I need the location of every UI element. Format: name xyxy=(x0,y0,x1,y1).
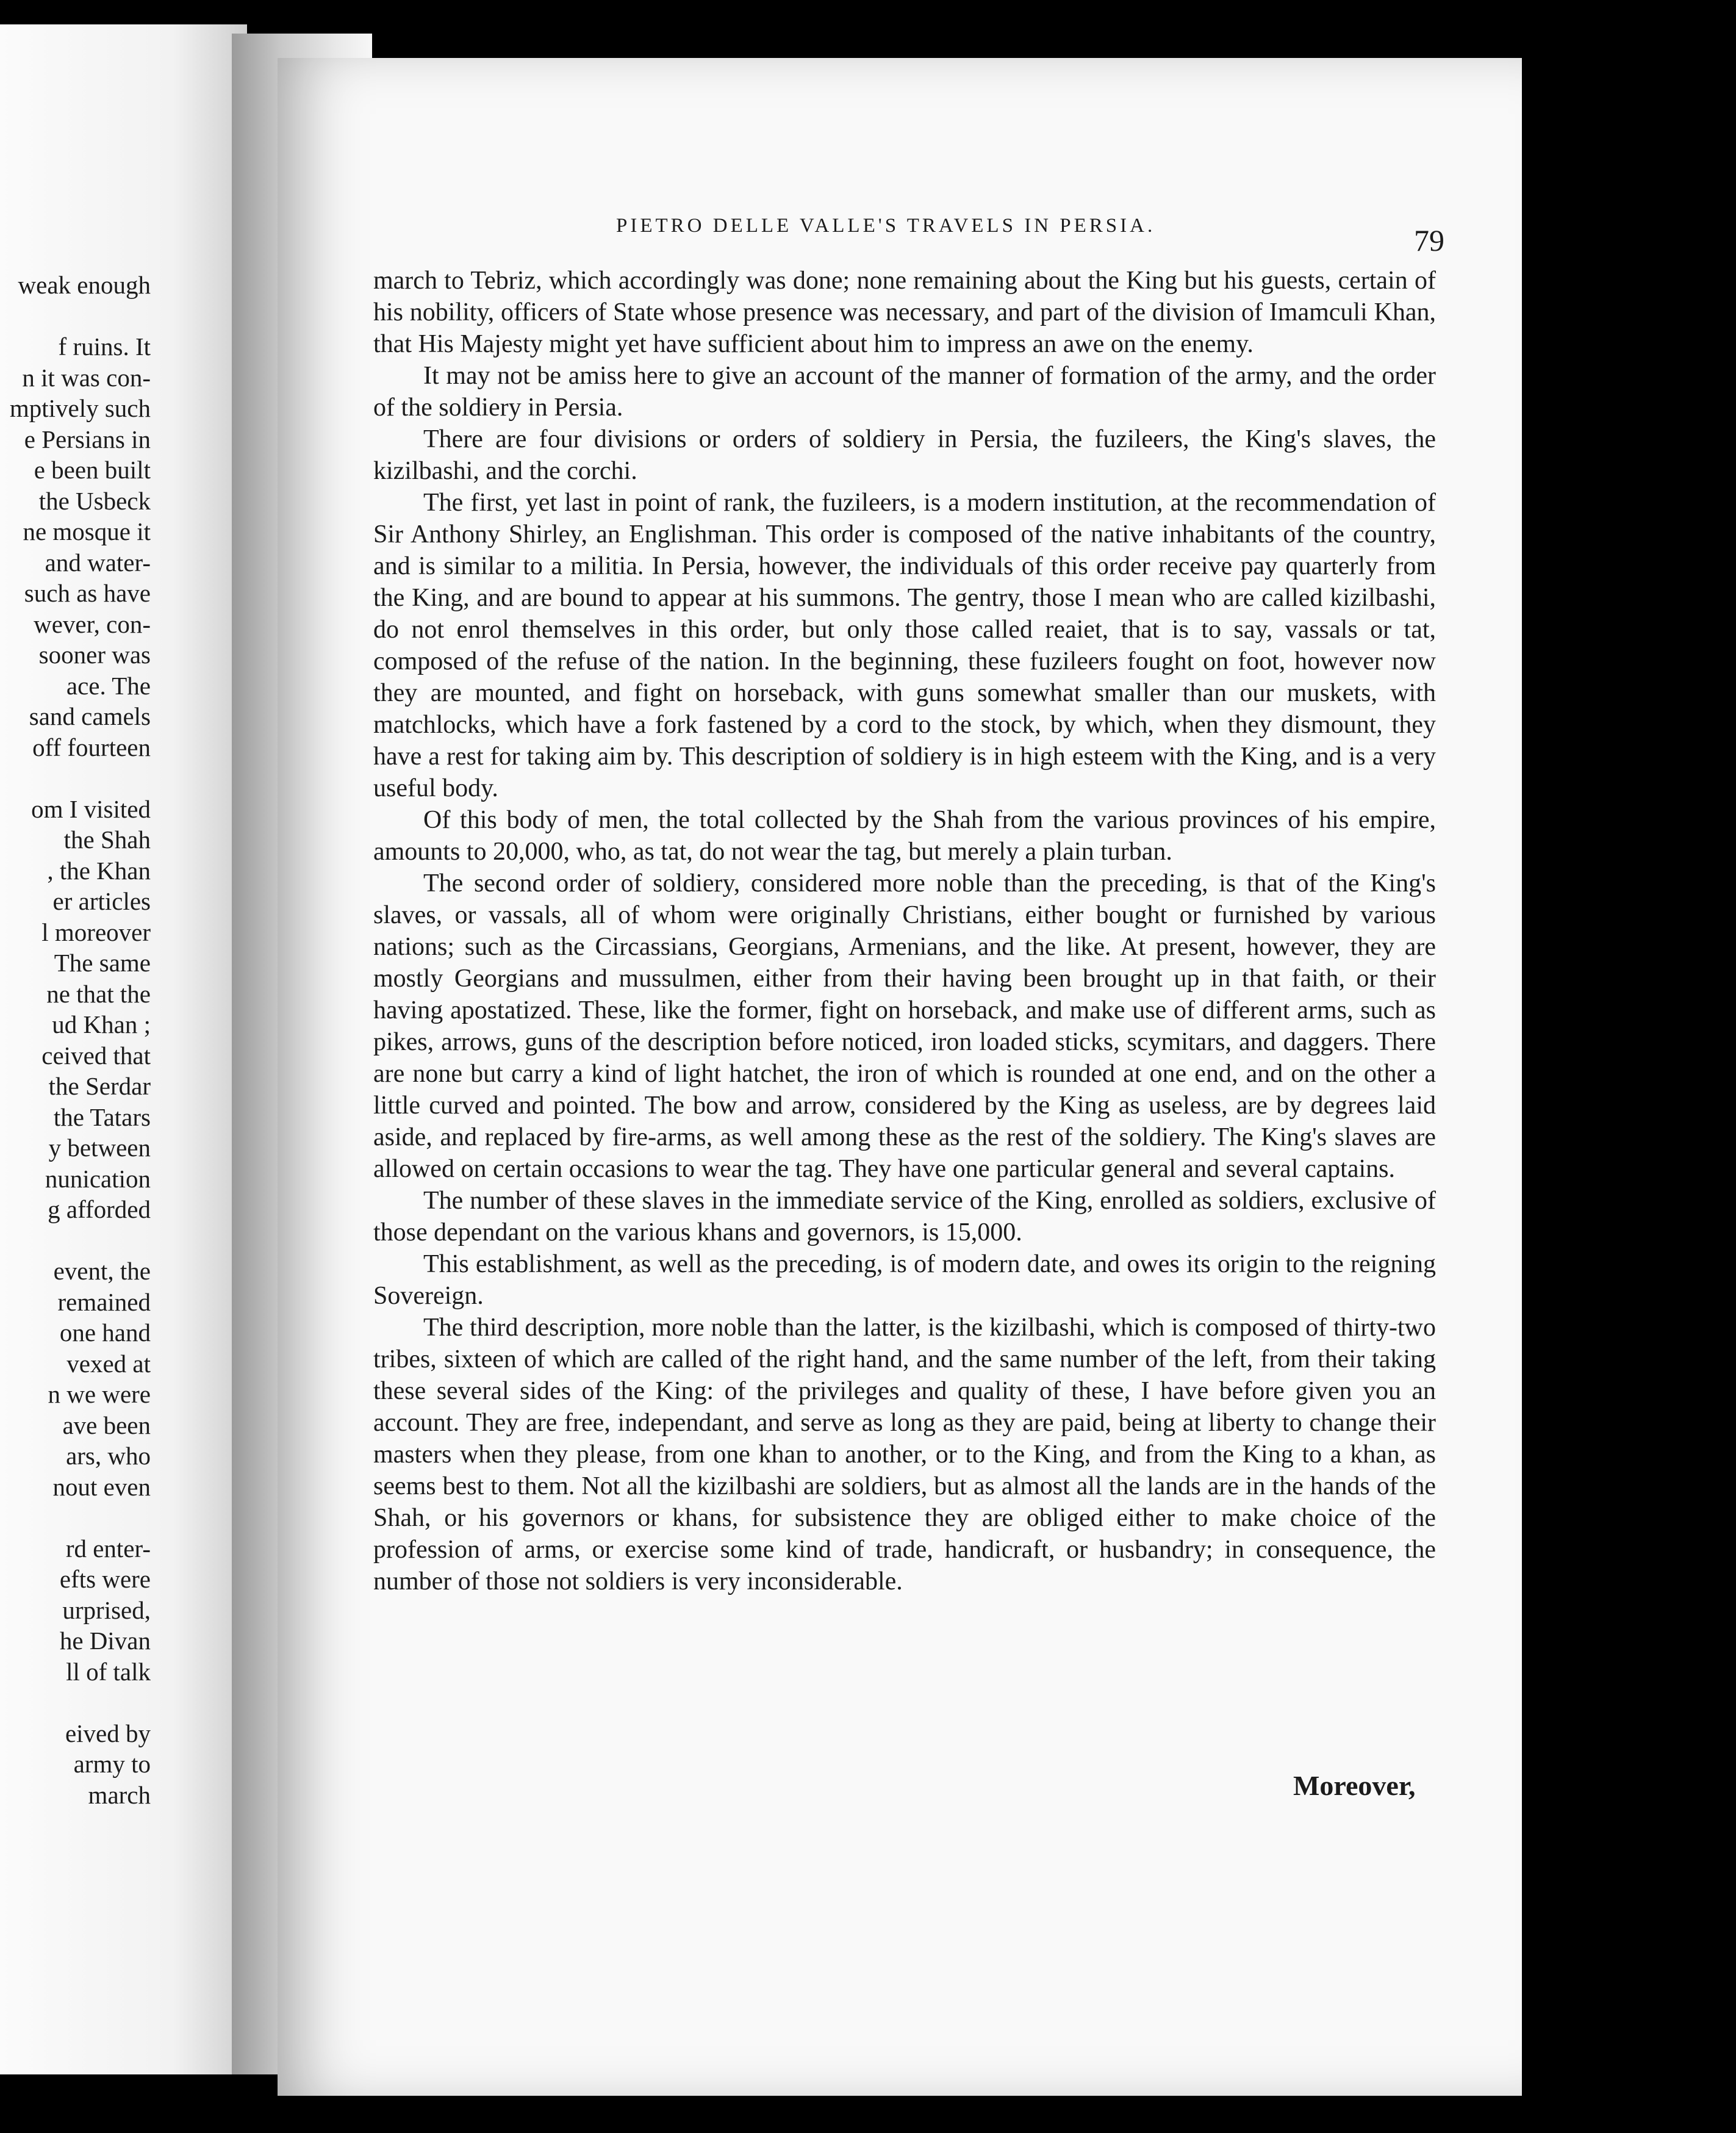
left-page-line: ace. The xyxy=(66,671,151,700)
left-page-line: rd enter- xyxy=(65,1534,151,1563)
left-page-line: one hand xyxy=(59,1318,151,1347)
left-page-line: event, the xyxy=(53,1257,151,1285)
left-page-line: sooner was xyxy=(38,641,151,669)
paragraph: march to Tebriz, which accordingly was done; none remaining about the King but his guests, certain of his nobility, officers of State whose presence was necessary, and part of the division of Imamculi Khan, that His Majesty might yet have sufficient about him to impress an awe on the enemy. xyxy=(373,267,1436,358)
left-page-line: sand camels xyxy=(29,702,151,730)
left-page-line: weak enough xyxy=(18,271,151,299)
left-page-line: mptively such xyxy=(9,394,151,422)
left-page-line: ll of talk xyxy=(66,1657,151,1686)
left-page-line: n we were xyxy=(48,1380,151,1408)
left-page-line: ave been xyxy=(62,1411,151,1439)
left-page-line: off fourteen xyxy=(32,733,151,761)
left-page-line: ne mosque it xyxy=(23,517,151,545)
left-page-line: g afforded xyxy=(48,1195,151,1223)
left-page-line: the Usbeck xyxy=(38,486,151,515)
left-page-line xyxy=(0,301,151,332)
left-page-line xyxy=(0,1225,151,1256)
left-page-line: army to xyxy=(73,1750,151,1778)
left-page-line: e Persians in xyxy=(24,425,151,453)
left-page-line xyxy=(0,1687,151,1718)
left-page-line: the Shah xyxy=(63,826,151,854)
left-page-line: The same xyxy=(54,949,151,977)
catchword: Moreover, xyxy=(1293,1770,1416,1801)
left-page-line: he Divan xyxy=(59,1627,151,1655)
left-page-line xyxy=(0,1502,151,1533)
left-page-line xyxy=(0,763,151,794)
left-page-line: remained xyxy=(57,1287,151,1316)
left-page-line: march xyxy=(88,1780,151,1809)
left-page-line: , the Khan xyxy=(47,856,151,885)
running-head: PIETRO DELLE VALLE'S TRAVELS IN PERSIA. xyxy=(616,215,1156,237)
left-page-line: efts were xyxy=(59,1565,151,1593)
left-page-line: om I visited xyxy=(31,794,151,823)
left-page-line: nunication xyxy=(45,1164,151,1193)
left-page-line: er articles xyxy=(52,887,151,915)
left-page-line: nout even xyxy=(52,1472,151,1501)
left-page-text xyxy=(0,270,151,1810)
paragraph: This establishment, as well as the preceding, is of modern date, and owes its origin to the reigning Sovereign. xyxy=(373,1250,1436,1310)
left-page-line: e been built xyxy=(34,456,151,484)
left-page-line: ceived that xyxy=(41,1041,151,1070)
left-page-line: n it was con- xyxy=(22,363,151,392)
page-number: 79 xyxy=(1414,223,1444,257)
left-page-line: ud Khan ; xyxy=(52,1010,151,1038)
left-page-line: l moreover xyxy=(41,918,151,946)
left-page-line: vexed at xyxy=(66,1349,151,1378)
paragraph: The second order of soldiery, considered more noble than the preceding, is that of the King's slaves, or vassals, all of whom were originally Christians, either bought or furnished by various nations; such as the Circassians, Georgians, Armenians, and the like. At present, however, they are mostly Georgians and mussulmen, either from their having been brought up in that faith, or their having apostatized. These, like the former, fight on horseback, and make use of different arms, such as pikes, arrows, guns of the description before noticed, iron loaded sticks, scymitars, and daggers. There are none but carry a kind of light hatchet, the iron of which is rounded at one end, and on the other a little curved and pointed. The bow and arrow, considered by the King as useless, are by degrees laid aside, and replaced by fire-arms, as well among these as the rest of the soldiery. The King's slaves are allowed on certain occasions to wear the tag. They have one particular general and several captains. xyxy=(373,869,1436,1183)
left-page-line: wever, con- xyxy=(34,610,151,638)
left-page-line: ne that the xyxy=(46,979,151,1008)
left-page-line: such as have xyxy=(24,579,151,607)
paragraph: There are four divisions or orders of soldiery in Persia, the fuzileers, the King's slaves, the kizilbashi, and the corchi. xyxy=(373,425,1436,485)
paragraph: It may not be amiss here to give an account of the manner of formation of the army, and the order of the soldiery in Persia. xyxy=(373,362,1436,422)
left-page-line: y between xyxy=(48,1134,151,1162)
left-page-line: the Tatars xyxy=(53,1102,151,1131)
left-page-line: ars, who xyxy=(66,1442,151,1470)
paragraph: The number of these slaves in the immediate service of the King, enrolled as soldiers, exclusive of those dependant on the various khans and governors, is 15,000. xyxy=(373,1187,1436,1246)
left-page-line: and water- xyxy=(45,548,151,577)
paragraph: The first, yet last in point of rank, the fuzileers, is a modern institution, at the recommendation of Sir Anthony Shirley, an Englishman. This order is composed of the native inhabitants of the country, and is similar to a militia. In Persia, however, the individuals of this order receive pay quarterly from the King, and are bound to appear at his summons. The gentry, those I mean who are called kizilbashi, do not enrol themselves in this order, but only those called reaiet, that is to say, vassals or tat, composed of the refuse of the nation. In the beginning, these fuzileers fought on foot, however now they are mounted, and fight on horseback, with guns somewhat smaller than our muskets, with matchlocks, which have a fork fastened by a cord to the stock, by which, when they dismount, they have a rest for taking aim by. This description of soldiery is in high esteem with the King, and is a very useful body. xyxy=(373,489,1436,802)
body-text xyxy=(373,265,1436,1597)
left-page-fragment xyxy=(0,24,247,2074)
left-page-line: urprised, xyxy=(62,1595,151,1624)
paragraph: The third description, more noble than the latter, is the kizilbashi, which is composed of thirty-two tribes, sixteen of which are called of the right hand, and the same number of the left, from their taking these several sides of the King: of the privileges and quality of these, I have before given you an account. They are free, independant, and serve as long as they are paid, being at liberty to change their masters when they please, from one khan to another, or to the King, and from the King to a khan, as seems best to them. Not all the kizilbashi are soldiers, but as almost all the lands are in the hands of the Shah, or his governors or khans, for subsistence they are obliged either to make choice of the profession of arms, or exercise some kind of trade, handicraft, or husbandry; in consequence, the number of those not soldiers is very inconsiderable. xyxy=(373,1314,1436,1595)
paragraph: Of this body of men, the total collected by the Shah from the various provinces of his empire, amounts to 20,000, who, as tat, do not wear the tag, but merely a plain turban. xyxy=(373,806,1436,866)
left-page-line: the Serdar xyxy=(48,1072,151,1100)
left-page-line: f ruins. It xyxy=(58,333,151,361)
left-page-line: eived by xyxy=(65,1719,151,1747)
